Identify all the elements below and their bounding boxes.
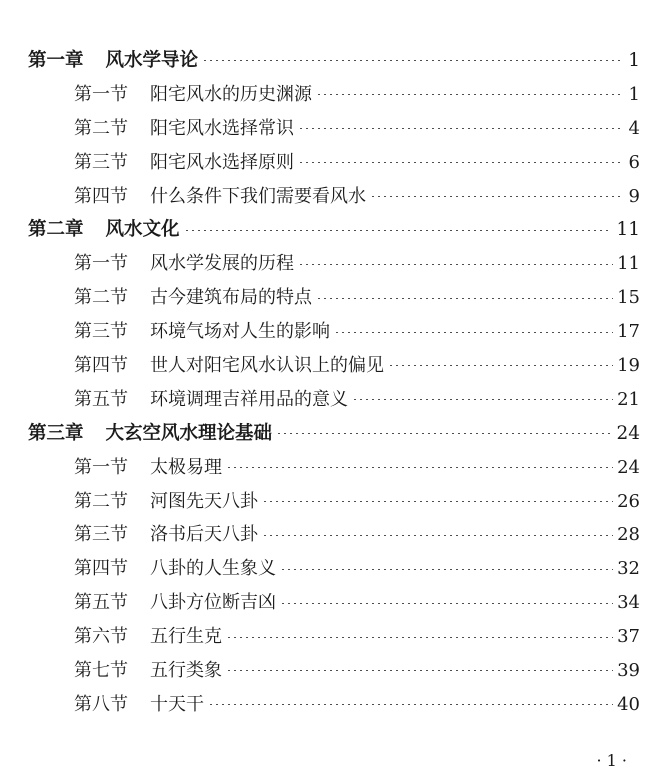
toc-entry-label: 第二节 [74,117,128,139]
toc-entry-page: 9 [628,185,640,207]
toc-section-row[interactable] [0,180,655,214]
toc-entry-label: 第三节 [74,321,128,343]
toc-entry-title: 风水学发展的历程 [150,253,294,275]
toc-entry-page: 1 [628,50,640,71]
toc-entry-label: 第一节 [74,253,128,275]
toc-entry-label: 第一节 [74,456,128,478]
toc-entry-page: 4 [628,117,640,139]
toc-entry-page: 34 [617,592,640,614]
toc-section-row[interactable] [0,620,655,654]
toc-dot-leader [226,467,613,468]
toc-entry-page: 6 [628,151,640,173]
toc-entry-title: 阳宅风水选择原则 [150,151,294,173]
toc-entry-title: 风水文化 [105,219,180,241]
toc-entry-title: 环境气场对人生的影响 [150,321,330,343]
toc-section-row[interactable] [0,112,655,146]
toc-section-row[interactable] [0,485,655,519]
toc-entry-label: 第三节 [74,151,128,173]
toc-entry-title: 世人对阳宅风水认识上的偏见 [150,355,384,377]
toc-dot-leader [262,501,613,502]
toc-dot-leader [298,264,613,265]
toc-entry-page: 1 [628,83,640,105]
toc-entry-title: 河图先天八卦 [150,490,258,512]
toc-entry-title: 太极易理 [150,456,222,478]
table-of-contents [0,44,655,722]
toc-dot-leader [226,670,613,671]
toc-entry-label: 第七节 [74,660,128,682]
toc-entry-page: 19 [617,355,640,377]
toc-section-row[interactable] [0,552,655,586]
toc-section-row[interactable] [0,78,655,112]
toc-section-row[interactable] [0,146,655,180]
toc-entry-label: 第四节 [74,558,128,580]
toc-entry-label: 第五节 [74,592,128,614]
toc-dot-leader [298,162,622,163]
toc-chapter-row[interactable] [0,44,655,78]
toc-entry-label: 第四节 [74,355,128,377]
toc-entry-page: 40 [617,693,640,715]
toc-dot-leader [184,230,613,231]
toc-dot-leader [280,603,613,604]
toc-entry-page: 24 [616,422,640,444]
toc-entry-page: 15 [617,287,640,309]
toc-entry-label: 第六节 [74,626,128,648]
toc-entry-title: 风水学导论 [105,50,199,71]
toc-entry-title: 洛书后天八卦 [150,524,258,546]
toc-entry-page: 26 [617,490,640,512]
toc-entry-label: 第二章 [28,219,84,241]
toc-entry-page: 11 [616,219,640,241]
toc-dot-leader [262,535,613,536]
toc-entry-label: 第一节 [74,83,128,105]
toc-entry-label: 第四节 [74,185,128,207]
toc-dot-leader [370,196,622,197]
toc-entry-title: 古今建筑布局的特点 [150,287,312,309]
toc-entry-title: 大玄空风水理论基础 [105,422,273,444]
toc-dot-leader [316,298,613,299]
toc-entry-page: 39 [617,660,640,682]
toc-entry-page: 17 [617,321,640,343]
page-number: · 1 · [596,751,627,770]
toc-entry-title: 什么条件下我们需要看风水 [150,185,366,207]
toc-section-row[interactable] [0,586,655,620]
toc-entry-page: 24 [617,456,640,478]
toc-section-row[interactable] [0,247,655,281]
toc-dot-leader [298,128,622,129]
toc-dot-leader [388,365,613,366]
toc-chapter-row[interactable] [0,213,655,247]
toc-chapter-row[interactable] [0,417,655,451]
toc-dot-leader [316,94,622,95]
toc-section-row[interactable] [0,315,655,349]
toc-entry-label: 第三节 [74,524,128,546]
toc-entry-label: 第二节 [74,490,128,512]
toc-section-row[interactable] [0,654,655,688]
toc-entry-label: 第二节 [74,287,128,309]
toc-entry-page: 21 [617,388,640,410]
toc-dot-leader [202,60,622,61]
toc-entry-title: 八卦的人生象义 [150,558,276,580]
toc-dot-leader [334,332,613,333]
toc-entry-label: 第三章 [28,422,84,444]
toc-section-row[interactable] [0,281,655,315]
toc-entry-page: 11 [617,253,640,275]
toc-entry-label: 第五节 [74,388,128,410]
toc-entry-title: 十天干 [150,693,204,715]
toc-entry-page: 37 [617,626,640,648]
toc-dot-leader [208,704,613,705]
toc-entry-label: 第一章 [28,50,84,71]
toc-entry-title: 阳宅风水选择常识 [150,117,294,139]
toc-entry-title: 八卦方位断吉凶 [150,592,276,614]
toc-entry-label: 第八节 [74,693,128,715]
toc-section-row[interactable] [0,518,655,552]
toc-dot-leader [226,637,613,638]
toc-section-row[interactable] [0,688,655,722]
toc-entry-title: 阳宅风水的历史渊源 [150,83,312,105]
toc-entry-title: 五行生克 [150,626,222,648]
toc-dot-leader [352,399,613,400]
toc-entry-title: 环境调理吉祥用品的意义 [150,388,348,410]
toc-entry-page: 28 [617,524,640,546]
toc-section-row[interactable] [0,383,655,417]
toc-dot-leader [276,433,612,434]
toc-entry-title: 五行类象 [150,660,222,682]
toc-section-row[interactable] [0,349,655,383]
toc-dot-leader [280,569,613,570]
toc-entry-page: 32 [617,558,640,580]
toc-section-row[interactable] [0,451,655,485]
